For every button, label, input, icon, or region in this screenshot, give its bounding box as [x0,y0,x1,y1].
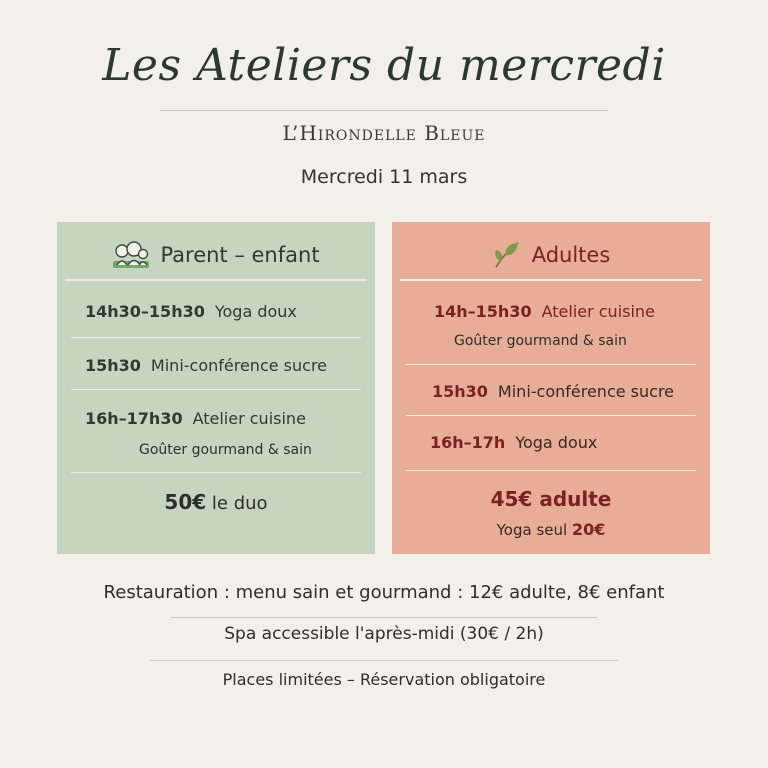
heading-divider [400,279,702,281]
row-divider [71,389,361,390]
session-activity: Yoga doux [214,302,297,321]
secondary-price-label: Yoga seul [496,521,568,539]
session-time: 15h30 [432,382,488,401]
session-activity: Mini-conférence sucre [497,382,675,401]
leaf-icon [492,240,522,270]
adultes-card [392,222,710,554]
list-item [85,301,375,323]
price [57,490,375,514]
adultes-heading-label: Adultes [531,243,611,267]
parent-enfant-heading [57,238,375,272]
parent-enfant-heading-label: Parent – enfant [160,243,320,267]
session-detail: Goûter gourmand & sain [454,333,627,349]
row-divider [71,472,361,473]
row-divider [406,415,696,416]
event-date: Mercredi 11 mars [300,166,468,188]
list-item [85,408,375,430]
list-item [85,355,375,377]
price-amount: 45€ adulte [490,487,612,511]
footer-divider [170,617,598,618]
adultes-heading [392,238,710,272]
session-time: 14h–15h30 [434,302,532,321]
venue-name: L’Hirondelle Bleue [282,121,486,145]
session-activity: Mini-conférence sucre [150,356,328,375]
list-item [432,381,710,403]
row-divider [71,337,361,338]
session-time: 14h30–15h30 [85,302,205,321]
row-divider [406,470,696,471]
list-item [430,432,710,454]
session-time: 15h30 [85,356,141,375]
parent-enfant-card [57,222,375,554]
heading-divider [65,279,367,281]
restauration-info: Restauration : menu sain et gourmand : 12€ adulte, 8€ enfant [103,582,665,603]
footer-divider [150,660,618,661]
session-activity: Yoga doux [515,433,598,452]
price [392,487,710,511]
row-divider [406,364,696,365]
secondary-price [392,520,710,539]
session-time: 16h–17h [430,433,506,452]
price-label: le duo [211,493,268,514]
price-amount: 50€ [164,490,207,514]
session-detail: Goûter gourmand & sain [139,442,312,458]
spa-info: Spa accessible l'après-midi (30€ / 2h) [224,624,544,644]
secondary-price-amount: 20€ [571,520,606,539]
page-title: Les Ateliers du mercredi [102,40,666,91]
family-icon [112,241,150,269]
list-item [434,301,710,323]
session-activity: Atelier cuisine [541,302,655,321]
title-divider [160,110,608,111]
session-activity: Atelier cuisine [192,409,306,428]
reservation-info: Places limitées – Réservation obligatoire [222,670,546,689]
session-time: 16h–17h30 [85,409,183,428]
